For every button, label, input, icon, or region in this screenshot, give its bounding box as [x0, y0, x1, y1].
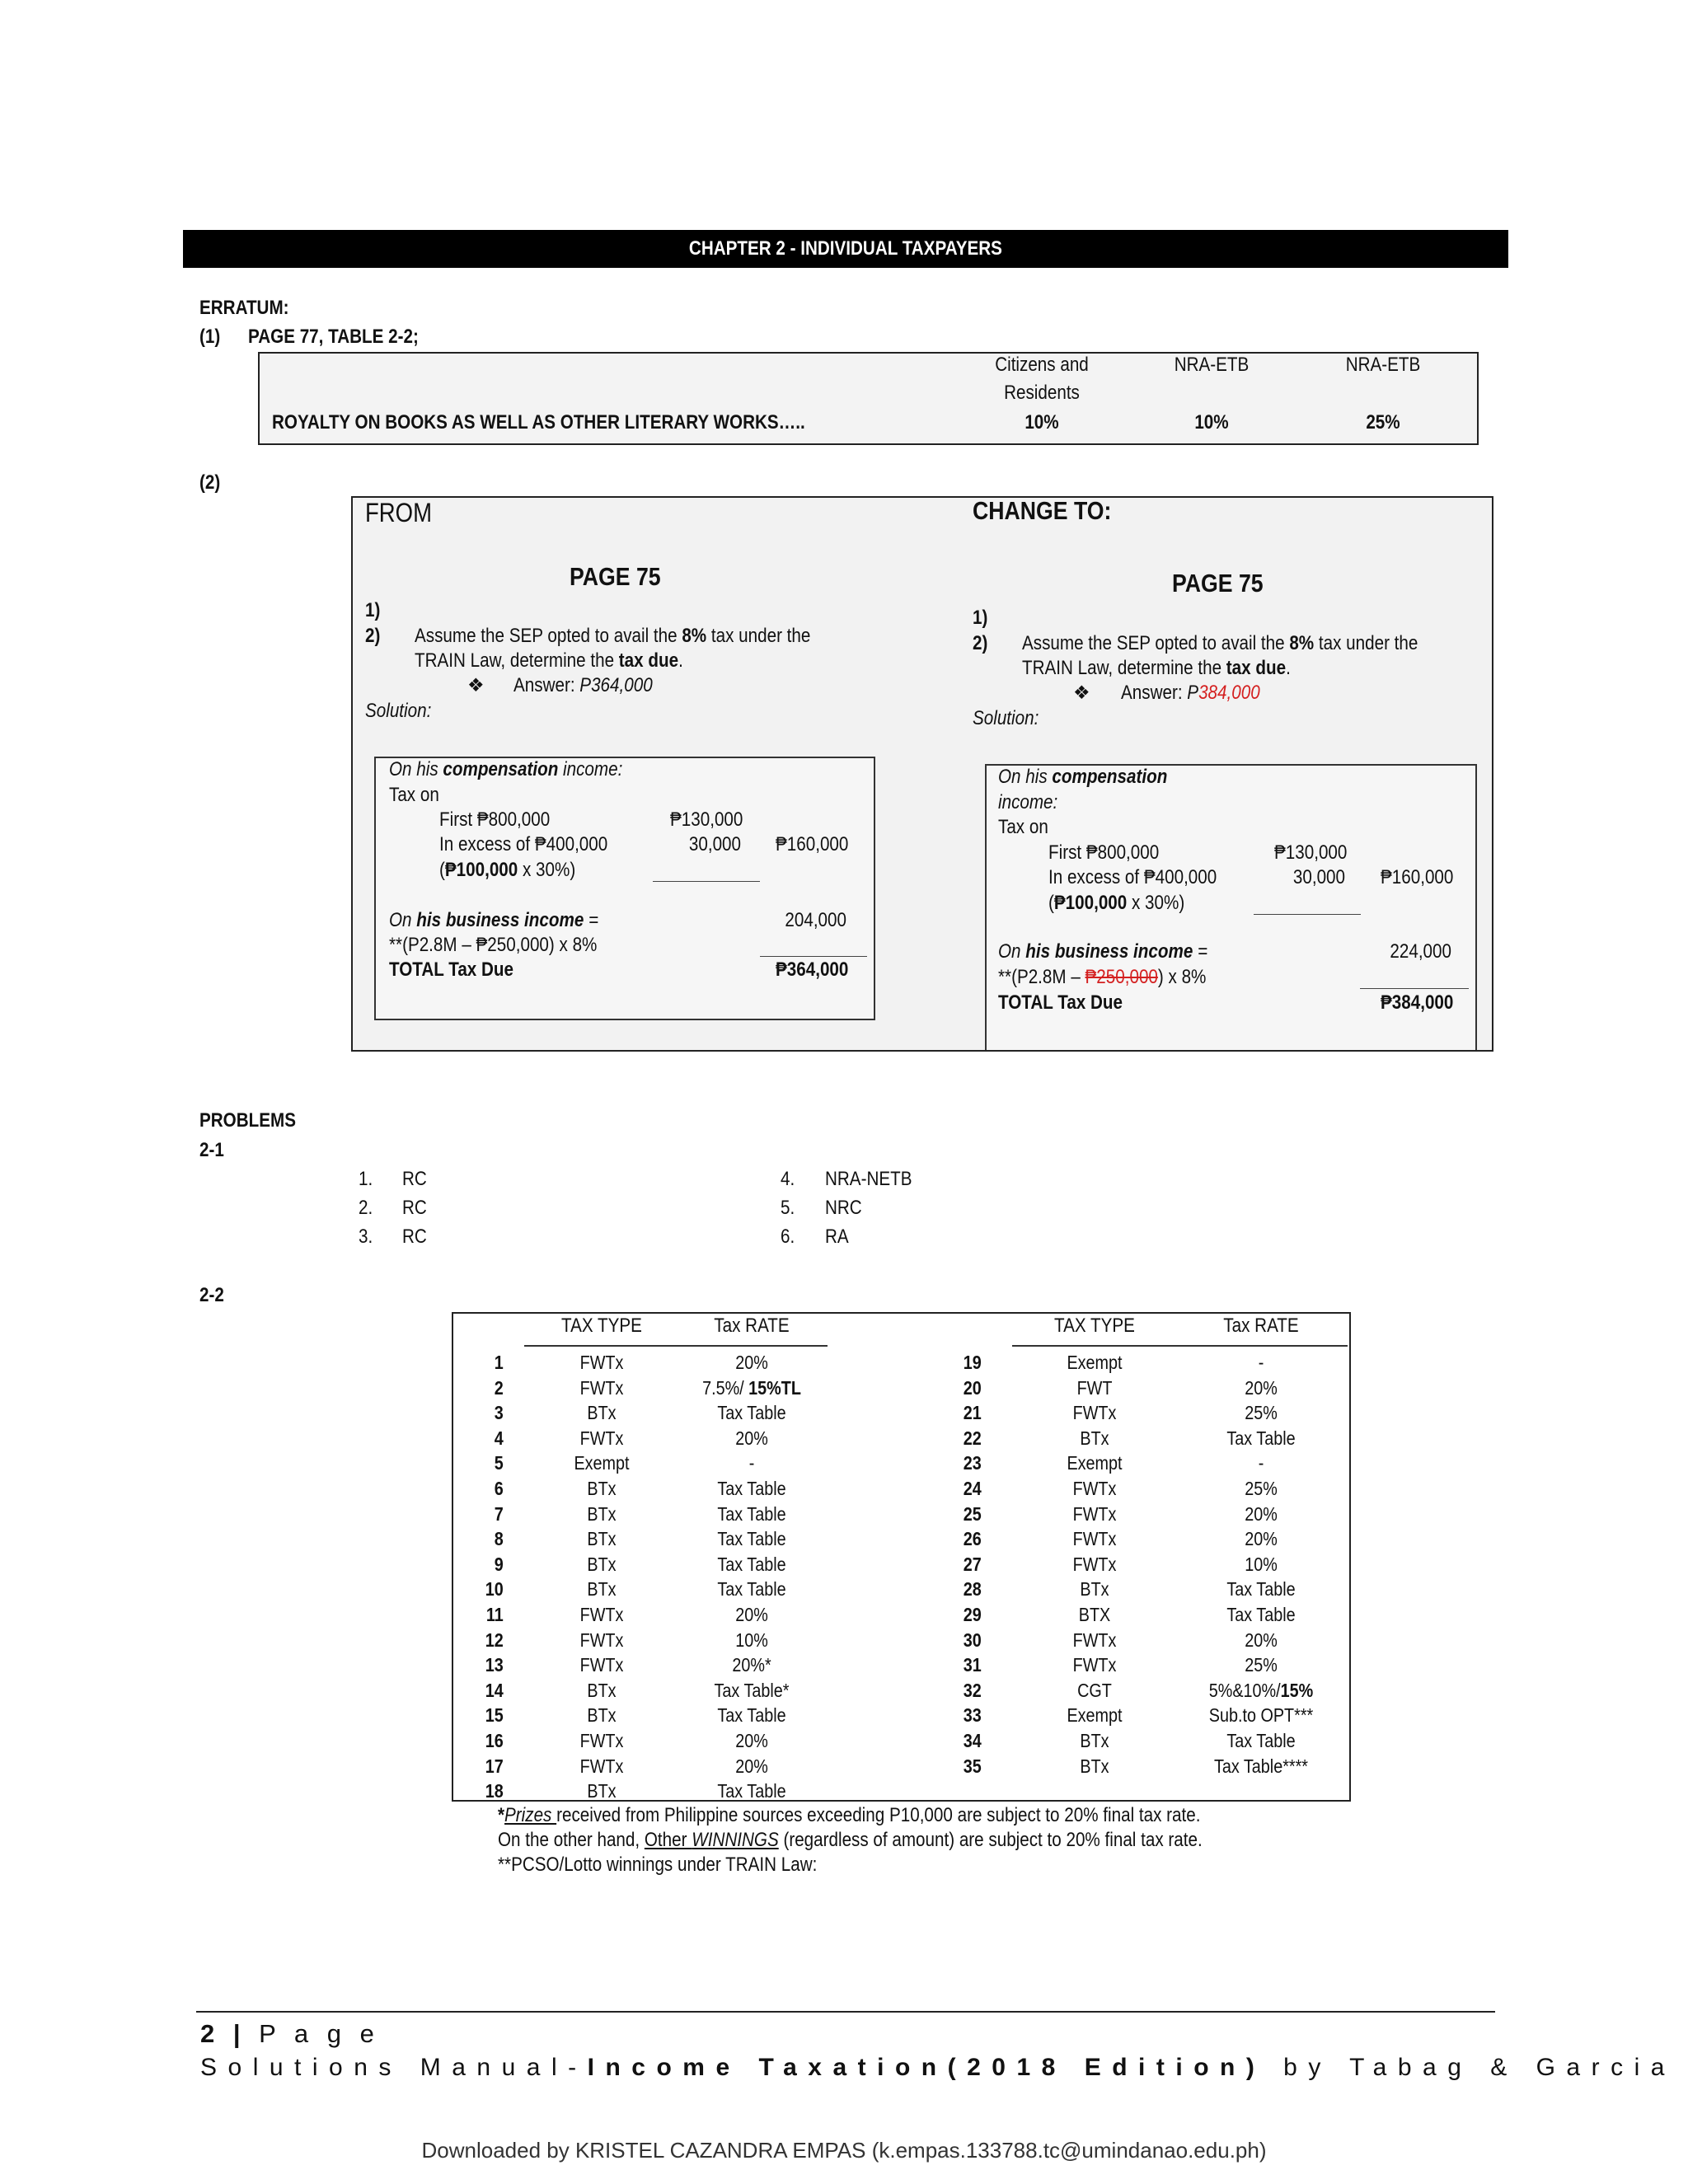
p21-item-value: RC: [402, 1197, 427, 1219]
from-first-label: First ₱800,000: [439, 808, 551, 831]
table-row-tax-type: FWT: [1076, 1376, 1113, 1399]
from-business-formula: **(P2.8M – ₱250,000) x 8%: [389, 934, 598, 956]
from-page-ref: PAGE 75: [570, 562, 661, 591]
table-row-tax-type: BTx: [587, 1528, 617, 1550]
royalty-value-nra-etb: 10%: [1194, 411, 1229, 434]
table-row-number: 21: [963, 1402, 982, 1424]
table-row-tax-rate: 20%: [735, 1730, 768, 1751]
table-row-tax-type: BTx: [587, 1578, 617, 1601]
from-subtotal-rule: [653, 881, 760, 882]
table-row-tax-rate: 20%: [1245, 1376, 1278, 1399]
royalty-col2-header: NRA-ETB: [1174, 354, 1250, 376]
manual-title: Solutions Manual-Income Taxation(2018 Edition) by Tabag & Garcia: [200, 2054, 1676, 2081]
change-to-label: CHANGE TO:: [973, 496, 1112, 525]
from-total-rule: [760, 956, 867, 957]
table-row-tax-type: BTx: [1080, 1427, 1109, 1449]
change-to-compensation-heading: On his compensation: [998, 766, 1168, 788]
table-row-number: 3: [494, 1402, 504, 1424]
change-to-first-amount: ₱130,000: [1274, 841, 1348, 864]
change-to-compensation-income-word: income:: [998, 791, 1058, 813]
table-row-number: 4: [494, 1427, 504, 1449]
from-tax-on: Tax on: [389, 784, 439, 806]
table-row-number: 26: [963, 1528, 982, 1550]
table-row-number: 35: [963, 1755, 982, 1777]
left-header-tax-rate: Tax RATE: [714, 1315, 790, 1337]
table-row-number: 34: [963, 1730, 982, 1751]
from-excess-label: In excess of ₱400,000: [439, 833, 608, 855]
p21-item-num: 2.: [359, 1197, 373, 1219]
table-row-tax-rate: -: [1258, 1452, 1264, 1474]
problem-2-2-label: 2-2: [199, 1284, 224, 1306]
change-to-tax-on: Tax on: [998, 816, 1048, 838]
table-row-number: 28: [963, 1578, 982, 1601]
table-row-tax-type: FWTx: [579, 1604, 624, 1625]
change-to-total-rule: [1360, 988, 1469, 989]
right-header-rule: [1012, 1345, 1348, 1347]
table-row-tax-rate: 25%: [1245, 1654, 1278, 1676]
table-row-tax-rate: 20%: [1245, 1502, 1278, 1525]
change-to-excess-label: In excess of ₱400,000: [1048, 866, 1217, 888]
table-row-tax-rate: Tax Table: [717, 1478, 786, 1499]
table-row-tax-type: BTx: [587, 1553, 617, 1575]
from-compensation-total: ₱160,000: [776, 833, 849, 855]
table-row-number: 20: [963, 1376, 982, 1399]
royalty-row-label: ROYALTY ON BOOKS AS WELL AS OTHER LITERARY WORKS…..: [272, 411, 805, 434]
table-row-tax-type: FWTx: [579, 1730, 624, 1751]
change-to-subtotal-rule: [1254, 914, 1361, 915]
table-row-tax-rate: Tax Table: [717, 1553, 786, 1575]
change-to-q2-line2: TRAIN Law, determine the tax due.: [1022, 657, 1291, 679]
table-row-number: 24: [963, 1478, 982, 1499]
table-row-number: 29: [963, 1604, 982, 1625]
footer-rule: [196, 2011, 1495, 2013]
chapter-header-bar: [183, 230, 1508, 268]
table-row-number: 11: [485, 1604, 504, 1625]
erratum-item1-number: (1): [199, 326, 221, 348]
table-row-tax-rate: -: [1258, 1352, 1264, 1373]
table-row-number: 5: [494, 1452, 504, 1474]
table-row-tax-type: FWTx: [579, 1427, 624, 1449]
note-pcso-lotto: **PCSO/Lotto winnings under TRAIN Law:: [498, 1854, 818, 1876]
table-row-number: 32: [963, 1679, 982, 1701]
table-row-tax-type: CGT: [1077, 1679, 1112, 1701]
table-row-tax-type: FWTx: [579, 1352, 624, 1373]
table-row-tax-rate: 20%: [735, 1427, 768, 1449]
table-row-tax-rate: 20%: [1245, 1629, 1278, 1651]
table-row-tax-rate: 5%&10%/15%: [1208, 1679, 1314, 1701]
page-number: 2 | P a g e: [200, 2019, 380, 2048]
table-row-tax-rate: 20%: [735, 1755, 768, 1777]
table-row-tax-type: FWTx: [579, 1755, 624, 1777]
table-row-number: 18: [485, 1780, 504, 1802]
table-row-tax-type: Exempt: [1067, 1452, 1123, 1474]
change-to-business-heading: On his business income =: [998, 940, 1208, 963]
change-to-total-amount: ₱384,000: [1381, 991, 1454, 1014]
table-row-tax-type: FWTx: [1072, 1478, 1117, 1499]
from-q2-line2: TRAIN Law, determine the tax due.: [415, 649, 683, 672]
royalty-col3-header: NRA-ETB: [1345, 354, 1421, 376]
from-compensation-heading: On his compensation income:: [389, 758, 623, 780]
erratum-item2-number: (2): [199, 471, 221, 494]
table-row-tax-rate: 7.5%/ 15%TL: [702, 1376, 801, 1399]
table-row-number: 33: [963, 1704, 982, 1727]
from-business-amount: 204,000: [785, 909, 846, 931]
table-row-tax-type: FWTx: [1072, 1528, 1117, 1550]
table-row-tax-type: Exempt: [1067, 1352, 1123, 1373]
table-row-tax-rate: 10%: [735, 1629, 768, 1651]
table-row-tax-rate: Tax Table: [717, 1528, 786, 1550]
right-header-tax-type: TAX TYPE: [1054, 1315, 1135, 1337]
from-excess-detail: (₱100,000 x 30%): [439, 859, 576, 881]
table-row-number: 6: [494, 1478, 504, 1499]
table-row-tax-type: Exempt: [1067, 1704, 1123, 1727]
table-row-tax-rate: 20%: [735, 1352, 768, 1373]
table-row-tax-rate: Tax Table: [1226, 1730, 1296, 1751]
right-header-tax-rate: Tax RATE: [1223, 1315, 1299, 1337]
note-prizes: *Prizes received from Philippine sources exceeding P10,000 are subject to 20% final tax rate.: [498, 1804, 1201, 1826]
table-row-number: 23: [963, 1452, 982, 1474]
p21-item-num: 6.: [781, 1226, 795, 1248]
from-label: FROM: [365, 498, 433, 527]
table-row-tax-rate: 10%: [1245, 1553, 1278, 1575]
table-row-tax-rate: 20%: [735, 1604, 768, 1625]
table-row-tax-type: BTx: [587, 1704, 617, 1727]
table-row-tax-type: BTX: [1078, 1604, 1111, 1625]
change-to-compensation-total: ₱160,000: [1381, 866, 1454, 888]
problems-heading: PROBLEMS: [199, 1109, 296, 1132]
from-total-amount: ₱364,000: [776, 958, 849, 981]
table-row-number: 27: [963, 1553, 982, 1575]
erratum-heading: ERRATUM:: [199, 297, 289, 319]
table-row-number: 15: [485, 1704, 504, 1727]
change-to-first-label: First ₱800,000: [1048, 841, 1160, 864]
table-row-tax-rate: Tax Table*: [714, 1679, 790, 1701]
royalty-value-citizens: 10%: [1025, 411, 1059, 434]
table-row-tax-type: BTx: [587, 1679, 617, 1701]
table-row-number: 19: [963, 1352, 982, 1373]
table-row-tax-type: BTx: [1080, 1755, 1109, 1777]
table-row-tax-type: BTx: [587, 1402, 617, 1424]
table-row-number: 7: [494, 1502, 504, 1525]
table-row-tax-type: FWTx: [1072, 1629, 1117, 1651]
table-row-number: 17: [485, 1755, 504, 1777]
table-row-tax-rate: Tax Table: [717, 1578, 786, 1601]
p21-item-num: 4.: [781, 1168, 795, 1190]
table-row-number: 22: [963, 1427, 982, 1449]
royalty-col1-line1: Citizens and: [995, 354, 1089, 376]
table-row-tax-type: FWTx: [579, 1629, 624, 1651]
change-to-excess-detail: (₱100,000 x 30%): [1048, 892, 1185, 914]
from-q2-number: 2): [365, 625, 381, 647]
table-row-tax-rate: 20%*: [732, 1654, 771, 1676]
from-solution-label: Solution:: [365, 700, 432, 722]
table-row-tax-rate: Tax Table: [1226, 1578, 1296, 1601]
p21-item-num: 3.: [359, 1226, 373, 1248]
table-row-number: 31: [963, 1654, 982, 1676]
table-row-number: 8: [494, 1528, 504, 1550]
table-row-tax-type: FWTx: [1072, 1402, 1117, 1424]
change-to-total-label: TOTAL Tax Due: [998, 991, 1123, 1014]
download-notice: Downloaded by KRISTEL CAZANDRA EMPAS (k.empas.133788.tc@umindanao.edu.ph): [421, 2138, 1267, 2163]
royalty-col1-line2: Residents: [1004, 382, 1080, 404]
left-header-rule: [524, 1345, 828, 1347]
from-answer: Answer: P364,000: [513, 674, 653, 696]
royalty-value-nra-etb-2: 25%: [1366, 411, 1400, 434]
p21-item-value: RA: [825, 1226, 849, 1248]
change-to-q2-line1: Assume the SEP opted to avail the 8% tax under the: [1022, 632, 1418, 654]
change-to-solution-label: Solution:: [973, 707, 1039, 729]
p21-item-num: 5.: [781, 1197, 795, 1219]
p21-item-value: NRC: [825, 1197, 862, 1219]
problem-2-1-label: 2-1: [199, 1139, 224, 1161]
table-row-number: 10: [485, 1578, 504, 1601]
p21-item-value: RC: [402, 1168, 427, 1190]
table-row-tax-type: FWTx: [579, 1654, 624, 1676]
p21-item-value: NRA-NETB: [825, 1168, 912, 1190]
table-row-tax-rate: Tax Table: [717, 1402, 786, 1424]
table-row-number: 12: [485, 1629, 504, 1651]
table-row-tax-type: FWTx: [1072, 1654, 1117, 1676]
table-row-tax-rate: 25%: [1245, 1402, 1278, 1424]
table-row-number: 16: [485, 1730, 504, 1751]
change-to-excess-amount: 30,000: [1292, 866, 1345, 888]
table-row-tax-type: BTx: [1080, 1730, 1109, 1751]
table-row-number: 14: [485, 1679, 504, 1701]
erratum-item1-reference: PAGE 77, TABLE 2-2;: [248, 326, 419, 348]
table-row-tax-rate: Tax Table: [717, 1780, 786, 1802]
chapter-title: CHAPTER 2 - INDIVIDUAL TAXPAYERS: [689, 237, 1002, 260]
left-header-tax-type: TAX TYPE: [561, 1315, 642, 1337]
table-row-tax-rate: Tax Table: [717, 1704, 786, 1727]
table-row-tax-type: BTx: [587, 1502, 617, 1525]
p21-item-value: RC: [402, 1226, 427, 1248]
table-row-tax-type: Exempt: [574, 1452, 630, 1474]
table-row-number: 25: [963, 1502, 982, 1525]
from-excess-amount: 30,000: [688, 833, 741, 855]
table-row-tax-rate: 20%: [1245, 1528, 1278, 1550]
change-to-business-formula: **(P2.8M – ₱250,000) x 8%: [998, 966, 1207, 988]
note-other-winnings: On the other hand, Other WINNINGS (regardless of amount) are subject to 20% final tax rate.: [498, 1829, 1203, 1851]
from-q2-line1: Assume the SEP opted to avail the 8% tax under the: [415, 625, 811, 647]
from-total-label: TOTAL Tax Due: [389, 958, 514, 981]
table-row-tax-rate: Tax Table: [1226, 1427, 1296, 1449]
p21-item-num: 1.: [359, 1168, 373, 1190]
table-row-number: 1: [494, 1352, 504, 1373]
from-q1-number: 1): [365, 599, 381, 621]
table-row-number: 2: [494, 1376, 504, 1399]
table-row-number: 30: [963, 1629, 982, 1651]
table-row-number: 9: [494, 1553, 504, 1575]
diamond-bullet-icon: ❖: [467, 674, 485, 696]
table-row-tax-rate: Tax Table: [717, 1502, 786, 1525]
table-row-tax-type: BTx: [587, 1478, 617, 1499]
from-first-amount: ₱130,000: [670, 808, 743, 831]
change-to-q1-number: 1): [973, 607, 988, 629]
table-row-tax-rate: Tax Table****: [1213, 1755, 1309, 1777]
change-to-page-ref: PAGE 75: [1172, 569, 1264, 598]
table-row-tax-type: BTx: [1080, 1578, 1109, 1601]
table-row-tax-type: FWTx: [1072, 1553, 1117, 1575]
table-row-tax-rate: Sub.to OPT***: [1208, 1704, 1314, 1727]
change-to-business-amount: 224,000: [1390, 940, 1451, 963]
diamond-bullet-icon: ❖: [1073, 682, 1090, 703]
table-row-number: 13: [485, 1654, 504, 1676]
table-row-tax-type: FWTx: [579, 1376, 624, 1399]
table-row-tax-rate: 25%: [1245, 1478, 1278, 1499]
change-to-q2-number: 2): [973, 632, 988, 654]
table-row-tax-type: FWTx: [1072, 1502, 1117, 1525]
table-row-tax-rate: -: [748, 1452, 755, 1474]
from-business-heading: On his business income =: [389, 909, 599, 931]
change-to-answer: Answer: P384,000: [1121, 682, 1260, 704]
table-row-tax-type: BTx: [587, 1780, 617, 1802]
table-row-tax-rate: Tax Table: [1226, 1604, 1296, 1625]
